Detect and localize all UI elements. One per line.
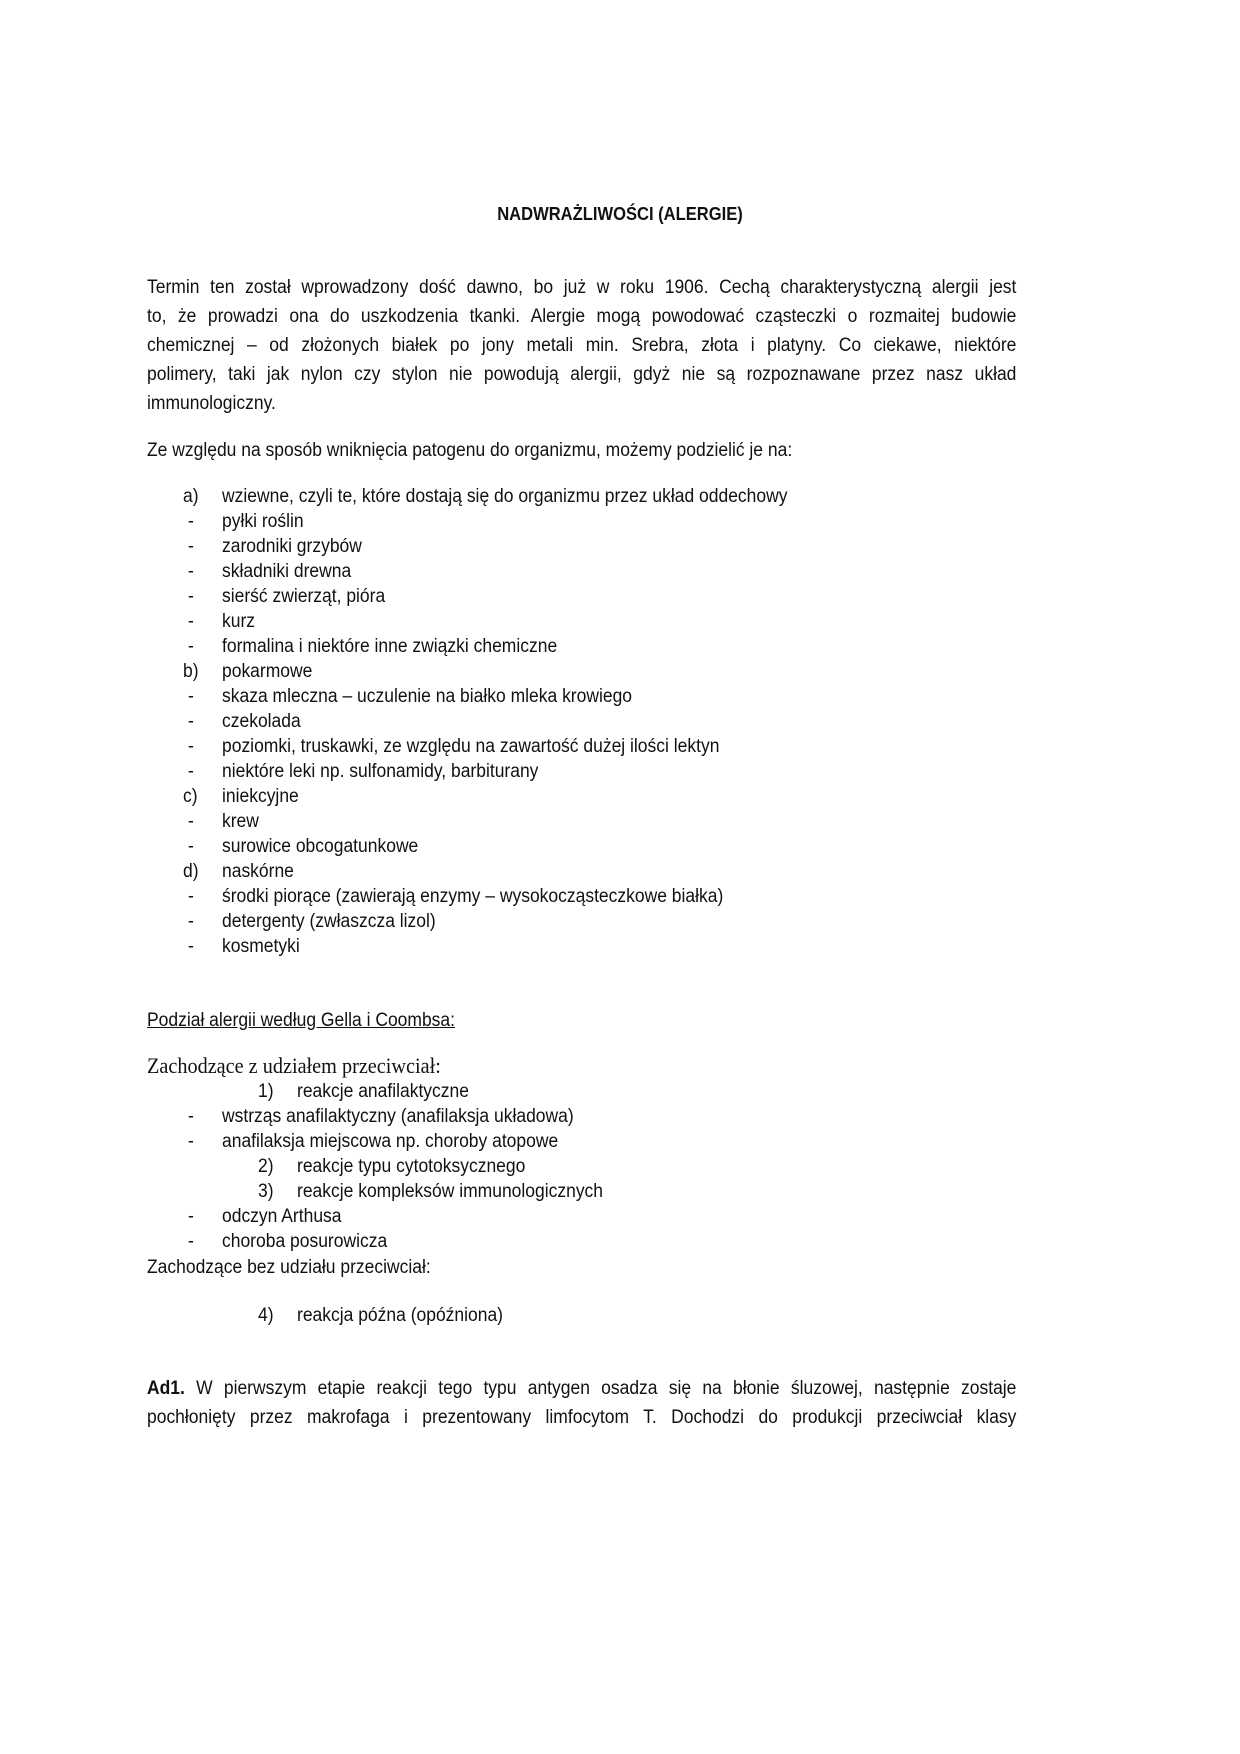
list-item <box>0 586 1000 608</box>
list-text: składniki drewna <box>222 561 352 582</box>
list-item <box>0 936 1000 958</box>
list-text: kurz <box>222 611 256 632</box>
intro-line: polimery, taki jak nylon czy stylon nie powodują alergii, gdyż nie są rozpoznawane przez nasz układ <box>147 364 1017 385</box>
list-text: pokarmowe <box>222 661 313 682</box>
list-marker: - <box>188 1106 194 1127</box>
list-item <box>0 611 1000 633</box>
gell-heading: Podział alergii według Gella i Coombsa: <box>147 1010 456 1031</box>
list-text: formalina i niektóre inne związki chemiczne <box>222 636 558 657</box>
list-marker: - <box>188 686 194 707</box>
list-item <box>0 911 1000 933</box>
list-item <box>0 486 1000 508</box>
list-marker: - <box>188 1206 194 1227</box>
list-item <box>0 686 1000 708</box>
list-marker: d) <box>183 861 199 882</box>
list-text: kosmetyki <box>222 936 300 957</box>
list-marker: - <box>188 1131 194 1152</box>
list-text: niektóre leki np. sulfonamidy, barbiturany <box>222 761 539 782</box>
list-text: wstrząs anafilaktyczny (anafilaksja układowa) <box>222 1106 574 1127</box>
list-marker: - <box>188 636 194 657</box>
without-antibodies-heading: Zachodzące bez udziału przeciwciał: <box>147 1257 431 1278</box>
list-text: poziomki, truskawki, ze względu na zawartość dużej ilości lektyn <box>222 736 720 757</box>
list-marker: - <box>188 761 194 782</box>
list-marker: 3) <box>258 1181 274 1202</box>
list-item <box>0 711 1000 733</box>
division-intro: Ze względu na sposób wniknięcia patogenu do organizmu, możemy podzielić je na: <box>147 440 793 461</box>
list-marker: - <box>188 536 194 557</box>
list-text: reakcje anafilaktyczne <box>297 1081 469 1102</box>
list-item <box>0 761 1000 783</box>
ad1-paragraph <box>147 1378 1016 1436</box>
ad1-line: pochłonięty przez makrofaga i prezentowany limfocytom T. Dochodzi do produkcji przeciwciał klasy <box>147 1407 1017 1428</box>
list-item <box>0 1081 1000 1103</box>
list-item <box>0 861 1000 883</box>
list-item <box>0 661 1000 683</box>
list-item <box>0 561 1000 583</box>
list-item <box>0 786 1000 808</box>
list-item <box>0 1231 1000 1253</box>
ad1-line: W pierwszym etapie reakcji tego typu antygen osadza się na błonie śluzowej, następnie zostaje <box>184 1378 1017 1399</box>
list-text: naskórne <box>222 861 294 882</box>
list-text: czekolada <box>222 711 301 732</box>
list-item <box>0 1305 1000 1327</box>
list-marker: 2) <box>258 1156 274 1177</box>
list-text: detergenty (zwłaszcza lizol) <box>222 911 436 932</box>
intro-line: Termin ten został wprowadzony dość dawno, bo już w roku 1906. Cechą charakterystyczną alergii jest <box>147 277 1017 298</box>
list-marker: - <box>188 736 194 757</box>
list-text: krew <box>222 811 259 832</box>
list-marker: - <box>188 611 194 632</box>
list-marker: a) <box>183 486 199 507</box>
ad1-label: Ad1. <box>147 1378 185 1399</box>
list-marker: - <box>188 511 194 532</box>
list-text: surowice obcogatunkowe <box>222 836 419 857</box>
list-text: choroba posurowicza <box>222 1231 388 1252</box>
with-antibodies-heading: Zachodzące z udziałem przeciwciał: <box>147 1053 441 1078</box>
intro-line: chemicznej – od złożonych białek po jony metali min. Srebra, złota i platyny. Co ciekawe, niektóre <box>147 335 1017 356</box>
list-marker: - <box>188 561 194 582</box>
list-text: zarodniki grzybów <box>222 536 362 557</box>
list-marker: - <box>188 711 194 732</box>
list-marker: - <box>188 811 194 832</box>
list-text: sierść zwierząt, pióra <box>222 586 386 607</box>
list-marker: - <box>188 886 194 907</box>
list-text: iniekcyjne <box>222 786 299 807</box>
list-marker: - <box>188 1231 194 1252</box>
list-text: wziewne, czyli te, które dostają się do organizmu przez układ oddechowy <box>222 486 788 507</box>
document-title: NADWRAŻLIWOŚCI (ALERGIE) <box>497 204 743 224</box>
list-text: reakcje typu cytotoksycznego <box>297 1156 526 1177</box>
list-marker: - <box>188 586 194 607</box>
list-item <box>0 1206 1000 1228</box>
list-marker: 1) <box>258 1081 274 1102</box>
list-marker: - <box>188 836 194 857</box>
list-item <box>0 811 1000 833</box>
list-text: skaza mleczna – uczulenie na białko mleka krowiego <box>222 686 633 707</box>
list-item <box>0 1156 1000 1178</box>
intro-paragraph <box>147 277 1016 422</box>
list-marker: - <box>188 911 194 932</box>
list-marker: 4) <box>258 1305 274 1326</box>
list-item <box>0 1131 1000 1153</box>
list-text: odczyn Arthusa <box>222 1206 342 1227</box>
list-text: reakcja późna (opóźniona) <box>297 1305 504 1326</box>
list-text: środki piorące (zawierają enzymy – wysokocząsteczkowe białka) <box>222 886 724 907</box>
list-text: reakcje kompleksów immunologicznych <box>297 1181 604 1202</box>
list-item <box>0 1181 1000 1203</box>
list-item <box>0 736 1000 758</box>
list-item <box>0 536 1000 558</box>
list-marker: - <box>188 936 194 957</box>
intro-line: to, że prowadzi ona do uszkodzenia tkanki. Alergie mogą powodować cząsteczki o rozmaitej budowie <box>147 306 1017 327</box>
list-text: anafilaksja miejscowa np. choroby atopowe <box>222 1131 559 1152</box>
list-marker: c) <box>183 786 198 807</box>
list-item <box>0 511 1000 533</box>
list-item <box>0 1106 1000 1128</box>
list-marker: b) <box>183 661 199 682</box>
list-item <box>0 836 1000 858</box>
list-item <box>0 886 1000 908</box>
list-item <box>0 636 1000 658</box>
intro-line: immunologiczny. <box>147 393 276 414</box>
list-text: pyłki roślin <box>222 511 304 532</box>
